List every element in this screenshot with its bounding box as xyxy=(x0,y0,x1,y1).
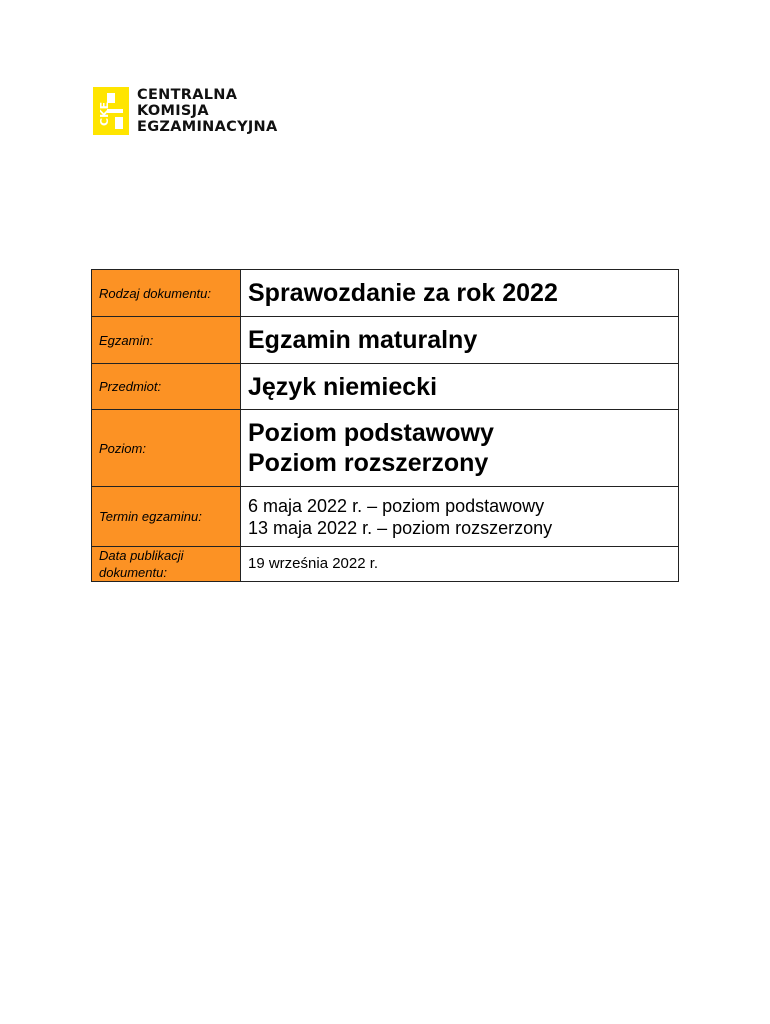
label-exam-date: Termin egzaminu: xyxy=(92,487,241,547)
label-document-type: Rodzaj dokumentu: xyxy=(92,270,241,317)
table-row-level xyxy=(92,410,679,487)
value-document-type: Sprawozdanie za rok 2022 xyxy=(241,270,679,317)
table-row-document-type xyxy=(92,270,679,317)
logo-line: CENTRALNA xyxy=(137,87,238,103)
logo-text xyxy=(137,87,278,135)
table-row-publication-date xyxy=(92,547,679,582)
table-row-exam-date xyxy=(92,487,679,547)
logo-line: KOMISJA xyxy=(137,103,209,119)
cke-logo-icon xyxy=(93,87,129,135)
value-level xyxy=(241,410,679,487)
label-publication-date: Data publikacji dokumentu: xyxy=(92,547,241,582)
label-level: Poziom: xyxy=(92,410,241,487)
level-basic: Poziom podstawowy xyxy=(248,419,494,447)
cke-logo xyxy=(93,87,278,135)
value-publication-date: 19 września 2022 r. xyxy=(241,547,679,582)
exam-date-basic: 6 maja 2022 r. – poziom podstawowy xyxy=(248,495,545,516)
value-exam-date xyxy=(241,487,679,547)
table-row-exam xyxy=(92,317,679,364)
value-exam: Egzamin maturalny xyxy=(241,317,679,364)
table-row-subject xyxy=(92,364,679,410)
label-subject: Przedmiot: xyxy=(92,364,241,410)
level-extended: Poziom rozszerzony xyxy=(248,449,489,477)
document-info-table xyxy=(91,269,679,582)
exam-date-extended: 13 maja 2022 r. – poziom rozszerzony xyxy=(248,517,553,538)
svg-text:CKE: CKE xyxy=(98,101,111,126)
value-subject: Język niemiecki xyxy=(241,364,679,410)
label-exam: Egzamin: xyxy=(92,317,241,364)
logo-line: EGZAMINACYJNA xyxy=(137,119,278,135)
